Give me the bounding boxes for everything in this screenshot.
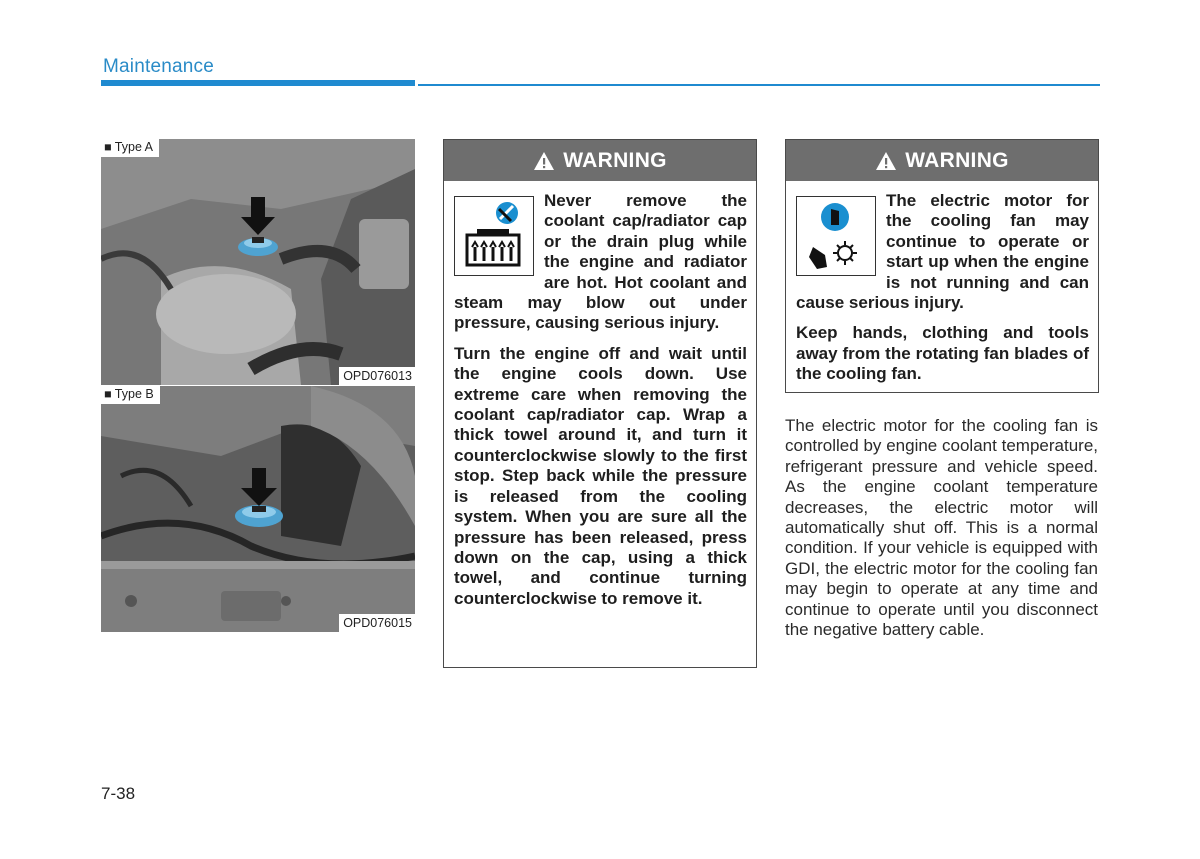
warning-paragraph: Turn the engine off and wait until the engine cools down. Use extreme care when removing the coolant cap/radiator cap. Wrap a thick towel around it, and turn it counterclockwise slowly to the first stop. Step back while the pressure is released from the cooling system. When you are sure all the pressure has been released, press down on the cap, using a thick towel, and continue turning counterclockwise to remove it. [454, 343, 747, 608]
cooling-fan-description: The electric motor for the cooling fan is controlled by engine coolant temperature, refrigerant pressure and vehicle speed. As the engine coolant temperature decreases, the electric motor will automatically shut off. This is a normal condition. If your vehicle is equipped with GDI, the electric motor for the cooling fan may begin to operate at any time and continue to operate until you disconnect the negative battery cable. [785, 416, 1098, 640]
cooling-fan-warning [785, 139, 1099, 393]
warning-paragraph: The electric motor for the cooling fan may continue to operate or start up when the engine is not running and can cause serious injury. [796, 191, 1089, 313]
warning-triangle-icon [533, 151, 555, 171]
warning-title: WARNING [563, 148, 667, 172]
warning-header [444, 140, 756, 181]
coolant-cap-warning [443, 139, 757, 668]
figure-code: OPD076015 [339, 614, 415, 632]
rotating-fan-hand-icon [796, 196, 876, 276]
warning-title: WARNING [905, 148, 1009, 172]
engine-photo-type-a [101, 139, 415, 385]
warning-paragraph: Keep hands, clothing and tools away from the rotating fan blades of the cooling fan. [796, 323, 1089, 384]
page-number: 7-38 [101, 784, 136, 803]
section-title: Maintenance [103, 56, 214, 77]
hot-coolant-radiator-icon [454, 196, 534, 276]
warning-paragraph: Never remove the coolant cap/radiator cap or the drain plug while the engine and radiator are hot. Hot coolant and steam may blow out under pressure, causing serious injury. [454, 191, 747, 333]
figure-type-label: ■ Type A [101, 139, 159, 157]
figure-type-label: ■ Type B [101, 386, 160, 404]
figure-code: OPD076013 [339, 367, 415, 385]
engine-bay-illustration-a [101, 139, 415, 385]
header-rule-thick [101, 80, 415, 86]
engine-bay-illustration-b [101, 386, 415, 632]
header-rule-thin [418, 84, 1100, 86]
engine-photo-type-b [101, 386, 415, 632]
warning-header [786, 140, 1098, 181]
warning-triangle-icon [875, 151, 897, 171]
